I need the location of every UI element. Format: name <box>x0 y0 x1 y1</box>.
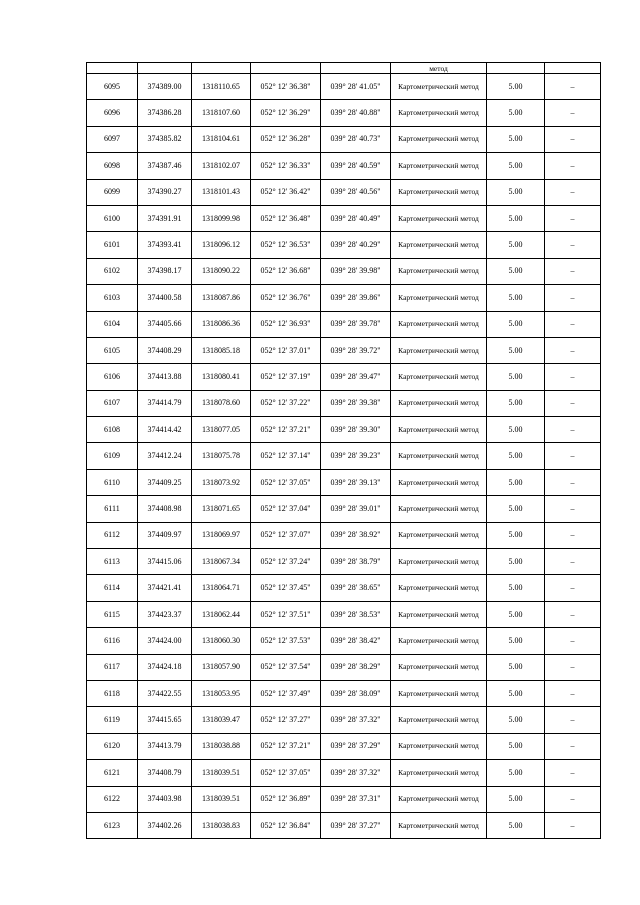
cell-note: – <box>545 707 601 733</box>
table-row <box>87 205 601 231</box>
table-row <box>87 654 601 680</box>
cell-method: Картометрический метод <box>391 390 487 416</box>
method-text: метод <box>429 64 448 73</box>
cell-latitude: 052° 12' 36.48" <box>251 205 321 231</box>
cell-latitude: 052° 12' 37.05" <box>251 469 321 495</box>
cell-point-number: 6117 <box>87 654 138 680</box>
cell-x: 374422.55 <box>138 680 192 706</box>
cell-x: 374413.88 <box>138 364 192 390</box>
cell-longitude <box>321 63 391 74</box>
cell-point-number: 6115 <box>87 601 138 627</box>
table-row <box>87 680 601 706</box>
cell-x: 374402.26 <box>138 812 192 838</box>
cell-x <box>138 63 192 74</box>
cell-longitude: 039° 28' 41.05" <box>321 74 391 100</box>
cell-accuracy: 5.00 <box>487 74 545 100</box>
cell-y: 1318039.51 <box>192 786 251 812</box>
cell-x: 374389.00 <box>138 74 192 100</box>
cell-method: Картометрический метод <box>391 549 487 575</box>
table-row <box>87 760 601 786</box>
cell-method: Картометрический метод <box>391 469 487 495</box>
cell-longitude: 039° 28' 38.29" <box>321 654 391 680</box>
cell-latitude: 052° 12' 37.21" <box>251 417 321 443</box>
cell-method: Картометрический метод <box>391 311 487 337</box>
cell-x: 374400.58 <box>138 285 192 311</box>
table-row <box>87 337 601 363</box>
table-row <box>87 707 601 733</box>
cell-longitude: 039° 28' 38.09" <box>321 680 391 706</box>
cell-y: 1318110.65 <box>192 74 251 100</box>
cell-method: Картометрический метод <box>391 733 487 759</box>
table-row <box>87 364 601 390</box>
cell-accuracy: 5.00 <box>487 496 545 522</box>
cell-method: Картометрический метод <box>391 680 487 706</box>
cell-y: 1318073.92 <box>192 469 251 495</box>
cell-method: Картометрический метод <box>391 760 487 786</box>
cell-point-number: 6113 <box>87 549 138 575</box>
cell-method: Картометрический метод <box>391 443 487 469</box>
cell-y: 1318038.88 <box>192 733 251 759</box>
cell-accuracy: 5.00 <box>487 364 545 390</box>
cell-accuracy: 5.00 <box>487 812 545 838</box>
cell-accuracy: 5.00 <box>487 601 545 627</box>
cell-accuracy: 5.00 <box>487 654 545 680</box>
cell-y: 1318053.95 <box>192 680 251 706</box>
table-row <box>87 390 601 416</box>
cell-x: 374414.42 <box>138 417 192 443</box>
cell-note: – <box>545 469 601 495</box>
cell-note: – <box>545 153 601 179</box>
cell-note: – <box>545 311 601 337</box>
cell-longitude: 039° 28' 37.32" <box>321 760 391 786</box>
cell-longitude: 039° 28' 40.49" <box>321 205 391 231</box>
table-row <box>87 417 601 443</box>
cell-x: 374393.41 <box>138 232 192 258</box>
cell-longitude: 039° 28' 39.23" <box>321 443 391 469</box>
cell-x: 374386.28 <box>138 100 192 126</box>
cell-y: 1318064.71 <box>192 575 251 601</box>
cell-longitude: 039° 28' 39.38" <box>321 390 391 416</box>
cell-accuracy: 5.00 <box>487 258 545 284</box>
cell-note: – <box>545 443 601 469</box>
cell-note: – <box>545 522 601 548</box>
cell-longitude: 039° 28' 37.32" <box>321 707 391 733</box>
cell-longitude: 039° 28' 40.73" <box>321 126 391 152</box>
table-row <box>87 126 601 152</box>
cell-accuracy: 5.00 <box>487 469 545 495</box>
cell-latitude: 052° 12' 36.28" <box>251 126 321 152</box>
cell-method: Картометрический метод <box>391 205 487 231</box>
cell-point-number: 6104 <box>87 311 138 337</box>
cell-x: 374423.37 <box>138 601 192 627</box>
cell-point-number: 6108 <box>87 417 138 443</box>
table-row <box>87 601 601 627</box>
cell-y: 1318107.60 <box>192 100 251 126</box>
cell-point-number: 6121 <box>87 760 138 786</box>
cell-point-number: 6118 <box>87 680 138 706</box>
cell-x: 374408.79 <box>138 760 192 786</box>
cell-accuracy: 5.00 <box>487 575 545 601</box>
cell-longitude: 039° 28' 40.59" <box>321 153 391 179</box>
cell-x: 374409.25 <box>138 469 192 495</box>
cell-note: – <box>545 100 601 126</box>
cell-point-number: 6107 <box>87 390 138 416</box>
cell-y: 1318077.05 <box>192 417 251 443</box>
cell-y: 1318075.78 <box>192 443 251 469</box>
table-row <box>87 285 601 311</box>
cell-x: 374413.79 <box>138 733 192 759</box>
cell-note: – <box>545 417 601 443</box>
cell-y: 1318085.18 <box>192 337 251 363</box>
cell-method: Картометрический метод <box>391 179 487 205</box>
cell-accuracy: 5.00 <box>487 205 545 231</box>
cell-x: 374385.82 <box>138 126 192 152</box>
cell-method: Картометрический метод <box>391 496 487 522</box>
cell-x: 374408.29 <box>138 337 192 363</box>
cell-accuracy: 5.00 <box>487 390 545 416</box>
cell-y: 1318087.86 <box>192 285 251 311</box>
cell-latitude: 052° 12' 37.51" <box>251 601 321 627</box>
cell-accuracy: 5.00 <box>487 311 545 337</box>
table-row <box>87 549 601 575</box>
cell-longitude: 039° 28' 39.98" <box>321 258 391 284</box>
cell-point-number: 6119 <box>87 707 138 733</box>
cell-note: – <box>545 601 601 627</box>
cell-method: Картометрический метод <box>391 575 487 601</box>
cell-method: Картометрический метод <box>391 707 487 733</box>
cell-point-number: 6096 <box>87 100 138 126</box>
cell-latitude: 052° 12' 36.89" <box>251 786 321 812</box>
cell-latitude: 052° 12' 36.33" <box>251 153 321 179</box>
cell-y: 1318069.97 <box>192 522 251 548</box>
cell-method <box>391 63 487 74</box>
cell-x: 374415.06 <box>138 549 192 575</box>
cell-longitude: 039° 28' 38.79" <box>321 549 391 575</box>
cell-x: 374414.79 <box>138 390 192 416</box>
cell-x: 374415.65 <box>138 707 192 733</box>
cell-note: – <box>545 126 601 152</box>
cell-longitude: 039° 28' 39.47" <box>321 364 391 390</box>
cell-x: 374409.97 <box>138 522 192 548</box>
cell-latitude: 052° 12' 37.24" <box>251 549 321 575</box>
cell-latitude: 052° 12' 37.05" <box>251 760 321 786</box>
cell-y: 1318104.61 <box>192 126 251 152</box>
cell-method: Картометрический метод <box>391 74 487 100</box>
cell-note: – <box>545 258 601 284</box>
table-row <box>87 74 601 100</box>
cell-latitude: 052° 12' 37.14" <box>251 443 321 469</box>
cell-latitude: 052° 12' 37.22" <box>251 390 321 416</box>
cell-note: – <box>545 496 601 522</box>
table-row <box>87 496 601 522</box>
cell-latitude: 052° 12' 36.38" <box>251 74 321 100</box>
table-row <box>87 628 601 654</box>
cell-point-number: 6095 <box>87 74 138 100</box>
cell-longitude: 039° 28' 40.88" <box>321 100 391 126</box>
cell-accuracy: 5.00 <box>487 733 545 759</box>
cell-method: Картометрический метод <box>391 522 487 548</box>
cell-x: 374412.24 <box>138 443 192 469</box>
cell-accuracy: 5.00 <box>487 153 545 179</box>
cell-latitude: 052° 12' 36.76" <box>251 285 321 311</box>
cell-y: 1318057.90 <box>192 654 251 680</box>
table-body <box>87 63 601 839</box>
cell-accuracy: 5.00 <box>487 628 545 654</box>
cell-accuracy: 5.00 <box>487 179 545 205</box>
cell-method: Картометрический метод <box>391 654 487 680</box>
table-row <box>87 522 601 548</box>
cell-method: Картометрический метод <box>391 812 487 838</box>
cell-y: 1318038.83 <box>192 812 251 838</box>
cell-accuracy: 5.00 <box>487 417 545 443</box>
cell-latitude: 052° 12' 37.27" <box>251 707 321 733</box>
cell-note: – <box>545 74 601 100</box>
table-row <box>87 733 601 759</box>
cell-note: – <box>545 179 601 205</box>
cell-point-number: 6105 <box>87 337 138 363</box>
cell-point-number: 6112 <box>87 522 138 548</box>
cell-point-number: 6102 <box>87 258 138 284</box>
cell-point-number: 6109 <box>87 443 138 469</box>
cell-x: 374390.27 <box>138 179 192 205</box>
table-row <box>87 258 601 284</box>
cell-point-number: 6097 <box>87 126 138 152</box>
cell-note: – <box>545 786 601 812</box>
cell-point-number: 6099 <box>87 179 138 205</box>
cell-longitude: 039° 28' 38.53" <box>321 601 391 627</box>
cell-point-number: 6110 <box>87 469 138 495</box>
cell-y: 1318086.36 <box>192 311 251 337</box>
table-row <box>87 812 601 838</box>
cell-method: Картометрический метод <box>391 417 487 443</box>
cell-method: Картометрический метод <box>391 285 487 311</box>
cell-latitude: 052° 12' 37.19" <box>251 364 321 390</box>
cell-accuracy: 5.00 <box>487 232 545 258</box>
cell-x: 374405.66 <box>138 311 192 337</box>
cell-y <box>192 63 251 74</box>
cell-y: 1318078.60 <box>192 390 251 416</box>
cell-y: 1318071.65 <box>192 496 251 522</box>
cell-y: 1318099.98 <box>192 205 251 231</box>
table-row <box>87 232 601 258</box>
cell-latitude <box>251 63 321 74</box>
cell-x: 374391.91 <box>138 205 192 231</box>
cell-point-number: 6120 <box>87 733 138 759</box>
cell-accuracy: 5.00 <box>487 760 545 786</box>
cell-y: 1318096.12 <box>192 232 251 258</box>
cell-note: – <box>545 364 601 390</box>
cell-note: – <box>545 680 601 706</box>
cell-note: – <box>545 575 601 601</box>
cell-note: – <box>545 337 601 363</box>
cell-y: 1318080.41 <box>192 364 251 390</box>
cell-note: – <box>545 654 601 680</box>
cell-longitude: 039° 28' 39.72" <box>321 337 391 363</box>
cell-note: – <box>545 390 601 416</box>
cell-latitude: 052° 12' 36.53" <box>251 232 321 258</box>
cell-latitude: 052° 12' 36.42" <box>251 179 321 205</box>
cell-longitude: 039° 28' 37.31" <box>321 786 391 812</box>
cell-accuracy: 5.00 <box>487 680 545 706</box>
table-row <box>87 311 601 337</box>
cell-longitude: 039° 28' 39.13" <box>321 469 391 495</box>
cell-latitude: 052° 12' 37.04" <box>251 496 321 522</box>
cell-x: 374403.98 <box>138 786 192 812</box>
continuation-row <box>87 63 601 74</box>
cell-note: – <box>545 205 601 231</box>
cell-note: – <box>545 760 601 786</box>
cell-point-number: 6106 <box>87 364 138 390</box>
cell-accuracy: 5.00 <box>487 337 545 363</box>
cell-latitude: 052° 12' 37.01" <box>251 337 321 363</box>
cell-y: 1318039.47 <box>192 707 251 733</box>
cell-accuracy: 5.00 <box>487 549 545 575</box>
cell-latitude: 052° 12' 36.68" <box>251 258 321 284</box>
cell-method: Картометрический метод <box>391 258 487 284</box>
cell-longitude: 039° 28' 39.30" <box>321 417 391 443</box>
table-row <box>87 469 601 495</box>
cell-point-number: 6100 <box>87 205 138 231</box>
cell-latitude: 052° 12' 37.07" <box>251 522 321 548</box>
cell-accuracy: 5.00 <box>487 443 545 469</box>
cell-method: Картометрический метод <box>391 786 487 812</box>
cell-latitude: 052° 12' 37.49" <box>251 680 321 706</box>
cell-point-number: 6116 <box>87 628 138 654</box>
cell-note: – <box>545 549 601 575</box>
cell-note: – <box>545 812 601 838</box>
cell-method: Картометрический метод <box>391 126 487 152</box>
cell-longitude: 039° 28' 37.29" <box>321 733 391 759</box>
cell-note: – <box>545 733 601 759</box>
cell-x: 374387.46 <box>138 153 192 179</box>
cell-accuracy: 5.00 <box>487 522 545 548</box>
cell-latitude: 052° 12' 36.84" <box>251 812 321 838</box>
cell-y: 1318090.22 <box>192 258 251 284</box>
table-row <box>87 443 601 469</box>
cell-accuracy: 5.00 <box>487 126 545 152</box>
cell-method: Картометрический метод <box>391 337 487 363</box>
cell-longitude: 039° 28' 38.92" <box>321 522 391 548</box>
cell-point-number: 6111 <box>87 496 138 522</box>
cell-note <box>545 63 601 74</box>
table-row <box>87 786 601 812</box>
cell-longitude: 039° 28' 38.42" <box>321 628 391 654</box>
cell-accuracy <box>487 63 545 74</box>
cell-y: 1318067.34 <box>192 549 251 575</box>
cell-accuracy: 5.00 <box>487 100 545 126</box>
cell-method: Картометрический метод <box>391 601 487 627</box>
coordinates-table <box>86 62 601 839</box>
cell-accuracy: 5.00 <box>487 786 545 812</box>
cell-method: Картометрический метод <box>391 364 487 390</box>
cell-note: – <box>545 232 601 258</box>
cell-latitude: 052° 12' 36.29" <box>251 100 321 126</box>
cell-longitude: 039° 28' 39.01" <box>321 496 391 522</box>
table-row <box>87 575 601 601</box>
cell-y: 1318062.44 <box>192 601 251 627</box>
cell-accuracy: 5.00 <box>487 707 545 733</box>
cell-x: 374408.98 <box>138 496 192 522</box>
cell-point-number: 6114 <box>87 575 138 601</box>
cell-method: Картометрический метод <box>391 100 487 126</box>
cell-point-number: 6101 <box>87 232 138 258</box>
cell-x: 374424.18 <box>138 654 192 680</box>
table-row <box>87 153 601 179</box>
cell-latitude: 052° 12' 37.53" <box>251 628 321 654</box>
cell-method: Картометрический метод <box>391 628 487 654</box>
cell-point-number: 6098 <box>87 153 138 179</box>
cell-longitude: 039° 28' 37.27" <box>321 812 391 838</box>
cell-note: – <box>545 628 601 654</box>
cell-method: Картометрический метод <box>391 232 487 258</box>
cell-point-number: 6103 <box>87 285 138 311</box>
cell-longitude: 039° 28' 40.29" <box>321 232 391 258</box>
cell-point-number: 6123 <box>87 812 138 838</box>
cell-longitude: 039° 28' 39.86" <box>321 285 391 311</box>
cell-x: 374424.00 <box>138 628 192 654</box>
cell-y: 1318060.30 <box>192 628 251 654</box>
cell-accuracy: 5.00 <box>487 285 545 311</box>
cell-y: 1318039.51 <box>192 760 251 786</box>
cell-longitude: 039° 28' 38.65" <box>321 575 391 601</box>
cell-latitude: 052° 12' 36.93" <box>251 311 321 337</box>
cell-latitude: 052° 12' 37.21" <box>251 733 321 759</box>
table-row <box>87 100 601 126</box>
cell-y: 1318101.43 <box>192 179 251 205</box>
cell-y: 1318102.07 <box>192 153 251 179</box>
cell-x: 374398.17 <box>138 258 192 284</box>
cell-point-number: 6122 <box>87 786 138 812</box>
cell-method: Картометрический метод <box>391 153 487 179</box>
cell-note: – <box>545 285 601 311</box>
cell-point-number <box>87 63 138 74</box>
cell-longitude: 039° 28' 40.56" <box>321 179 391 205</box>
cell-longitude: 039° 28' 39.78" <box>321 311 391 337</box>
cell-latitude: 052° 12' 37.54" <box>251 654 321 680</box>
cell-latitude: 052° 12' 37.45" <box>251 575 321 601</box>
table-row <box>87 179 601 205</box>
cell-x: 374421.41 <box>138 575 192 601</box>
